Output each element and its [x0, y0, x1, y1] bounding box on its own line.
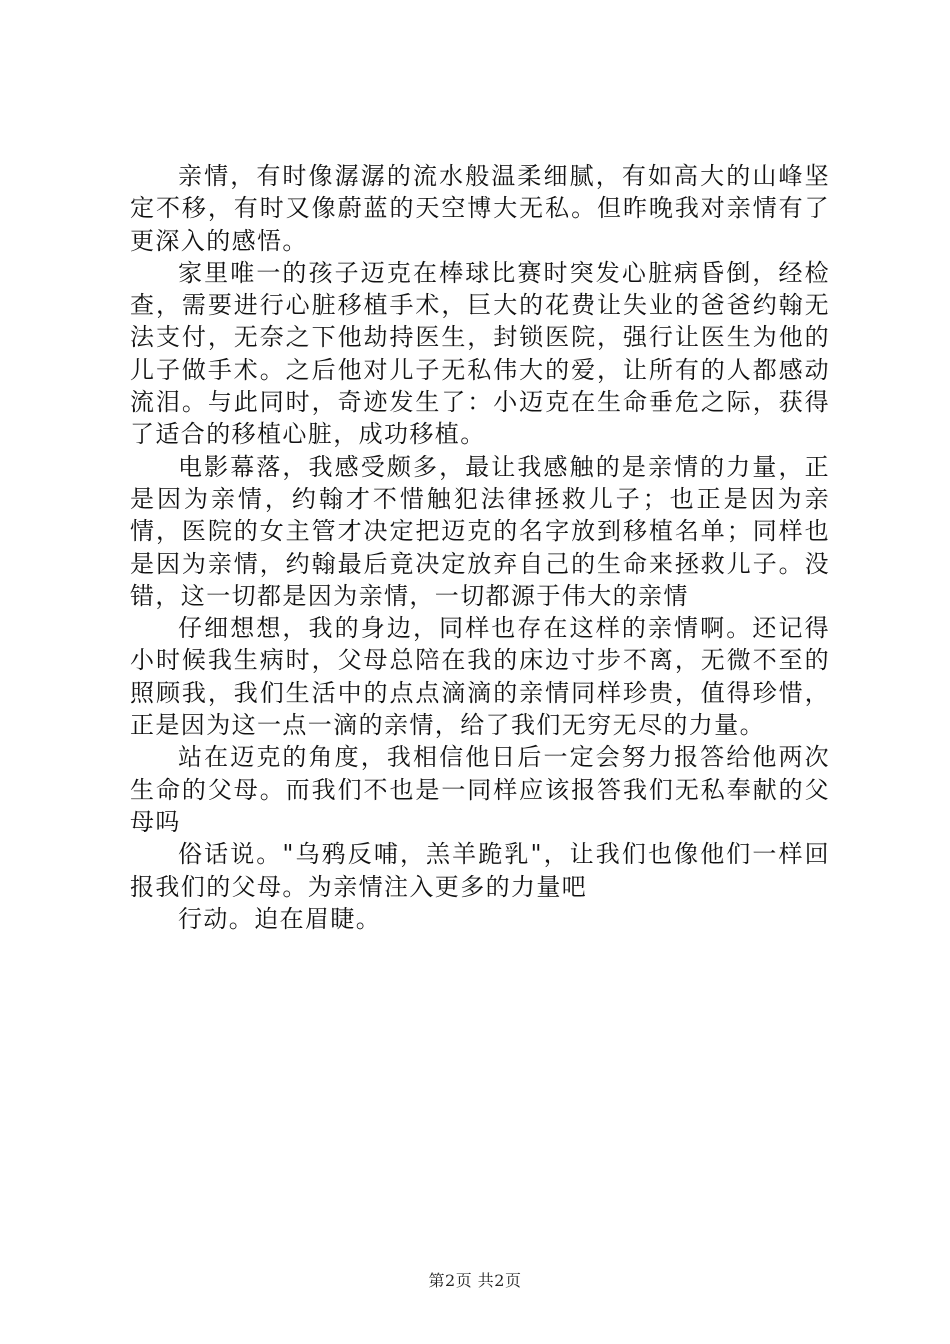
paragraph-7: 行动。迫在眉睫。 — [178, 904, 382, 933]
page-footer: 第2页 共2页 — [428, 1271, 522, 1290]
paragraph-6: 俗话说。"乌鸦反哺，羔羊跪乳"，让我们也像他们一样回报我们的父母。为亲情注入更多的力量吧 — [130, 840, 830, 901]
paragraph-3: 电影幕落，我感受颇多，最让我感触的是亲情的力量，正是因为亲情，约翰才不惜触犯法律拯救儿子；也正是因为亲情，医院的女主管才决定把迈克的名字放到移植名单；同样也是因为亲情，约翰最后竟决定放弃自己的生命来拯救儿子。没错，这一切都是因为亲情，一切都源于伟大的亲情 — [130, 452, 830, 610]
paragraph-2: 家里唯一的孩子迈克在棒球比赛时突发心脏病昏倒，经检查，需要进行心脏移植手术，巨大的花费让失业的爸爸约翰无法支付，无奈之下他劫持医生，封锁医院，强行让医生为他的儿子做手术。之后他对儿子无私伟大的爱，让所有的人都感动流泪。与此同时，奇迹发生了：小迈克在生命垂危之际，获得了适合的移植心脏，成功移植。 — [130, 258, 830, 449]
paragraph-5: 站在迈克的角度，我相信他日后一定会努力报答给他两次生命的父母。而我们不也是一同样应该报答我们无私奉献的父母吗 — [130, 743, 830, 836]
paragraph-4: 仔细想想，我的身边，同样也存在这样的亲情啊。还记得小时候我生病时，父母总陪在我的床边寸步不离，无微不至的照顾我，我们生活中的点点滴滴的亲情同样珍贵，值得珍惜，正是因为这一点一滴的亲情，给了我们无穷无尽的力量。 — [130, 614, 830, 740]
document-body — [130, 160, 830, 935]
paragraph-1: 亲情，有时像潺潺的流水般温柔细腻，有如高大的山峰坚定不移，有时又像蔚蓝的天空博大无私。但昨晚我对亲情有了更深入的感悟。 — [130, 162, 830, 255]
